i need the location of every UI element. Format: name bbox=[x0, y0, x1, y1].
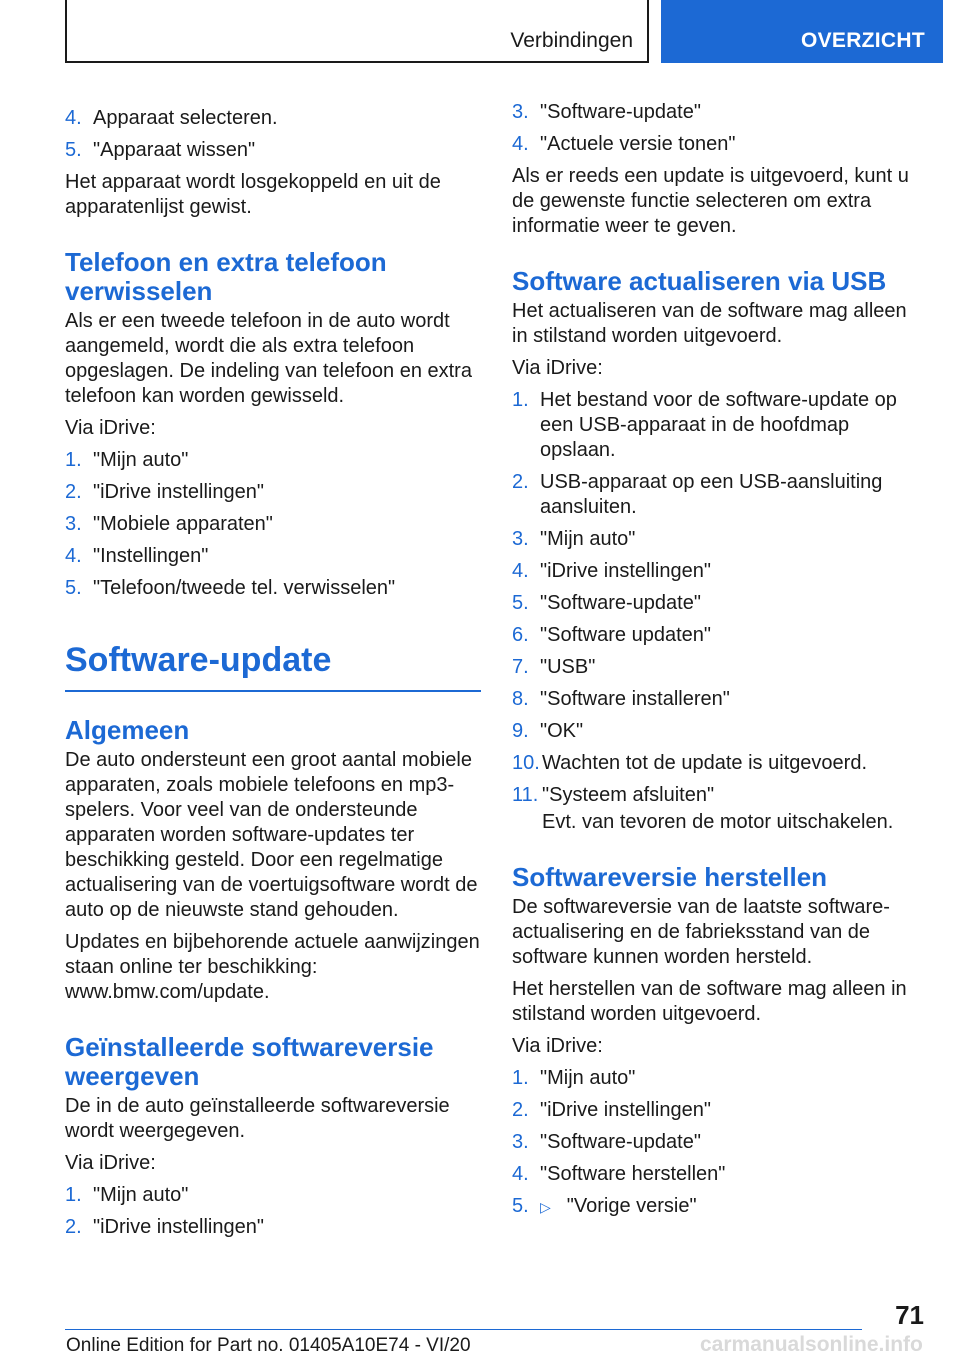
list-item bbox=[512, 100, 924, 125]
step-text: "USB" bbox=[540, 656, 596, 678]
step-text: "Mijn auto" bbox=[93, 449, 189, 471]
paragraph-restore-standstill: Het herstellen van de software mag alleen in stilstand worden uitgevoerd. bbox=[512, 978, 907, 1025]
step-text: Apparaat selecteren. bbox=[93, 107, 278, 129]
list-usb-update bbox=[512, 388, 924, 835]
via-idrive-label: Via iDrive: bbox=[65, 1152, 156, 1174]
list-delete-device bbox=[65, 106, 481, 163]
step-text: "Software herstellen" bbox=[540, 1163, 726, 1185]
page-number: 71 bbox=[895, 1300, 924, 1330]
paragraph-remove: Het apparaat wordt losgekoppeld en uit de apparatenlijst gewist. bbox=[65, 171, 441, 218]
step-text: "Software installeren" bbox=[540, 688, 730, 710]
paragraph-updates-online: Updates en bijbehorende actuele aanwijzingen staan online ter beschikking: www.bmw.com/update. bbox=[65, 931, 480, 1003]
step-number: 5. bbox=[512, 1195, 529, 1217]
step-text-wrapper bbox=[540, 1194, 924, 1220]
overview-tab[interactable] bbox=[661, 0, 943, 63]
step-text: "Software-update" bbox=[540, 101, 701, 123]
heading-installed-version: Geïnstalleerde softwareversie weergeven bbox=[65, 1032, 434, 1091]
step-number: 3. bbox=[512, 1131, 529, 1153]
step-number: 2. bbox=[65, 481, 82, 503]
list-item bbox=[512, 751, 924, 776]
list-item bbox=[65, 1183, 481, 1208]
right-column bbox=[512, 100, 924, 1227]
list-item bbox=[512, 719, 924, 744]
list-item bbox=[512, 687, 924, 712]
list-item bbox=[65, 512, 481, 537]
step-number: 4. bbox=[512, 560, 529, 582]
list-item bbox=[512, 783, 924, 808]
section-tab-label: Verbindingen bbox=[510, 29, 633, 52]
footer-divider bbox=[65, 1329, 862, 1330]
heading-phone-swap: Telefoon en extra telefoon verwisselen bbox=[65, 247, 387, 306]
step-text: "Mijn auto" bbox=[540, 1067, 636, 1089]
paragraph-general: De auto ondersteunt een groot aantal mobiele apparaten, zoals mobiele telefoons en mp3-spelers. Voor veel van de ondersteunde apparaten worden software-updates ter beschikking gesteld. Door een regelmatige actualisering van de voertuigsoftware wordt de auto op de nieuwste stand gehouden. bbox=[65, 749, 478, 921]
list-item bbox=[512, 623, 924, 648]
list-item bbox=[65, 138, 481, 163]
step-number: 5. bbox=[65, 139, 82, 161]
section-tab[interactable] bbox=[65, 0, 649, 63]
step-number: 4. bbox=[512, 133, 529, 155]
list-item bbox=[65, 480, 481, 505]
step-note: Evt. van tevoren de motor uitschakelen. bbox=[542, 811, 894, 833]
paragraph-phone-swap: Als er een tweede telefoon in de auto wordt aangemeld, wordt die als extra telefoon opgeslagen. De indeling van telefoon en extra telefoon kan worden gewisseld. bbox=[65, 310, 472, 407]
list-item bbox=[512, 655, 924, 680]
list-installed-version bbox=[65, 1183, 481, 1240]
list-item bbox=[512, 1130, 924, 1155]
step-number: 11. bbox=[512, 784, 539, 806]
step-text: "Software-update" bbox=[540, 592, 701, 614]
step-number: 3. bbox=[65, 513, 82, 535]
list-item bbox=[65, 106, 481, 131]
list-item bbox=[512, 470, 924, 520]
step-number: 9. bbox=[512, 720, 529, 742]
step-number: 3. bbox=[512, 528, 529, 550]
list-item bbox=[65, 1215, 481, 1240]
step-text: USB-apparaat op een USB-aansluiting aansluiten. bbox=[540, 471, 883, 518]
left-column bbox=[65, 100, 481, 1247]
watermark-logo: carmanualsonline.info bbox=[700, 1333, 923, 1356]
triangle-right-icon: ▷ bbox=[540, 1199, 551, 1215]
step-number: 6. bbox=[512, 624, 529, 646]
list-item bbox=[512, 1194, 924, 1220]
step-number: 2. bbox=[512, 471, 529, 493]
step-text: "Software-update" bbox=[540, 1131, 701, 1153]
list-item bbox=[512, 1066, 924, 1091]
heading-restore-version: Softwareversie herstellen bbox=[512, 862, 828, 892]
step-text: "Actuele versie tonen" bbox=[540, 133, 736, 155]
step-text: "iDrive instellingen" bbox=[93, 481, 264, 503]
edition-text: Online Edition for Part no. 01405A10E74 - VI/20 bbox=[66, 1335, 471, 1356]
list-item bbox=[512, 559, 924, 584]
paragraph-usb-update: Het actualiseren van de software mag alleen in stilstand worden uitgevoerd. bbox=[512, 300, 907, 347]
via-idrive-label: Via iDrive: bbox=[65, 417, 156, 439]
list-item bbox=[512, 132, 924, 157]
step-text: "Apparaat wissen" bbox=[93, 139, 256, 161]
list-item bbox=[512, 1162, 924, 1187]
step-number: 7. bbox=[512, 656, 529, 678]
step-number: 1. bbox=[65, 1184, 82, 1206]
step-text: "Vorige versie" bbox=[566, 1195, 697, 1217]
step-number: 1. bbox=[65, 449, 82, 471]
via-idrive-label: Via iDrive: bbox=[512, 1035, 603, 1057]
step-text: "iDrive instellingen" bbox=[93, 1216, 264, 1238]
step-number: 8. bbox=[512, 688, 529, 710]
step-text: "Systeem afsluiten" bbox=[542, 784, 715, 806]
step-number: 10. bbox=[512, 752, 540, 774]
step-text: "Telefoon/tweede tel. verwisselen" bbox=[93, 577, 396, 599]
step-number: 4. bbox=[512, 1163, 529, 1185]
step-number: 5. bbox=[65, 577, 82, 599]
step-number: 5. bbox=[512, 592, 529, 614]
heading-software-update: Software-update bbox=[65, 608, 481, 692]
step-number: 1. bbox=[512, 1067, 529, 1089]
step-text: "Software updaten" bbox=[540, 624, 711, 646]
step-number: 1. bbox=[512, 389, 529, 411]
list-phone-swap bbox=[65, 448, 481, 601]
list-item bbox=[512, 388, 924, 463]
list-item bbox=[512, 1098, 924, 1123]
list-item bbox=[65, 448, 481, 473]
step-text: "Mijn auto" bbox=[540, 528, 636, 550]
heading-general: Algemeen bbox=[65, 715, 190, 745]
list-installed-version-cont bbox=[512, 100, 924, 157]
list-item bbox=[65, 576, 481, 601]
step-text: "iDrive instellingen" bbox=[540, 560, 711, 582]
step-text: Wachten tot de update is uitgevoerd. bbox=[542, 752, 868, 774]
step-number: 4. bbox=[65, 545, 82, 567]
via-idrive-label: Via iDrive: bbox=[512, 357, 603, 379]
paragraph-installed-version: De in de auto geïnstalleerde softwareversie wordt weergegeven. bbox=[65, 1095, 450, 1142]
step-text: "OK" bbox=[540, 720, 584, 742]
paragraph-restore-version: De softwareversie van de laatste software-actualisering en de fabrieksstand van de software kunnen worden hersteld. bbox=[512, 896, 890, 968]
step-number: 2. bbox=[65, 1216, 82, 1238]
step-number: 3. bbox=[512, 101, 529, 123]
step-number: 2. bbox=[512, 1099, 529, 1121]
list-item bbox=[65, 544, 481, 569]
list-item bbox=[512, 591, 924, 616]
overview-tab-label: OVERZICHT bbox=[800, 29, 925, 52]
heading-usb-update: Software actualiseren via USB bbox=[512, 266, 887, 296]
step-text: Het bestand voor de software-update op een USB-apparaat in de hoofdmap opslaan. bbox=[540, 389, 897, 461]
step-text: "Mobiele apparaten" bbox=[93, 513, 273, 535]
list-restore-version bbox=[512, 1066, 924, 1220]
step-text: "Mijn auto" bbox=[93, 1184, 189, 1206]
step-text: "iDrive instellingen" bbox=[540, 1099, 711, 1121]
step-number: 4. bbox=[65, 107, 82, 129]
paragraph-update-done: Als er reeds een update is uitgevoerd, kunt u de gewenste functie selecteren om extra informatie weer te geven. bbox=[512, 165, 909, 237]
step-text: "Instellingen" bbox=[93, 545, 209, 567]
list-item bbox=[512, 527, 924, 552]
